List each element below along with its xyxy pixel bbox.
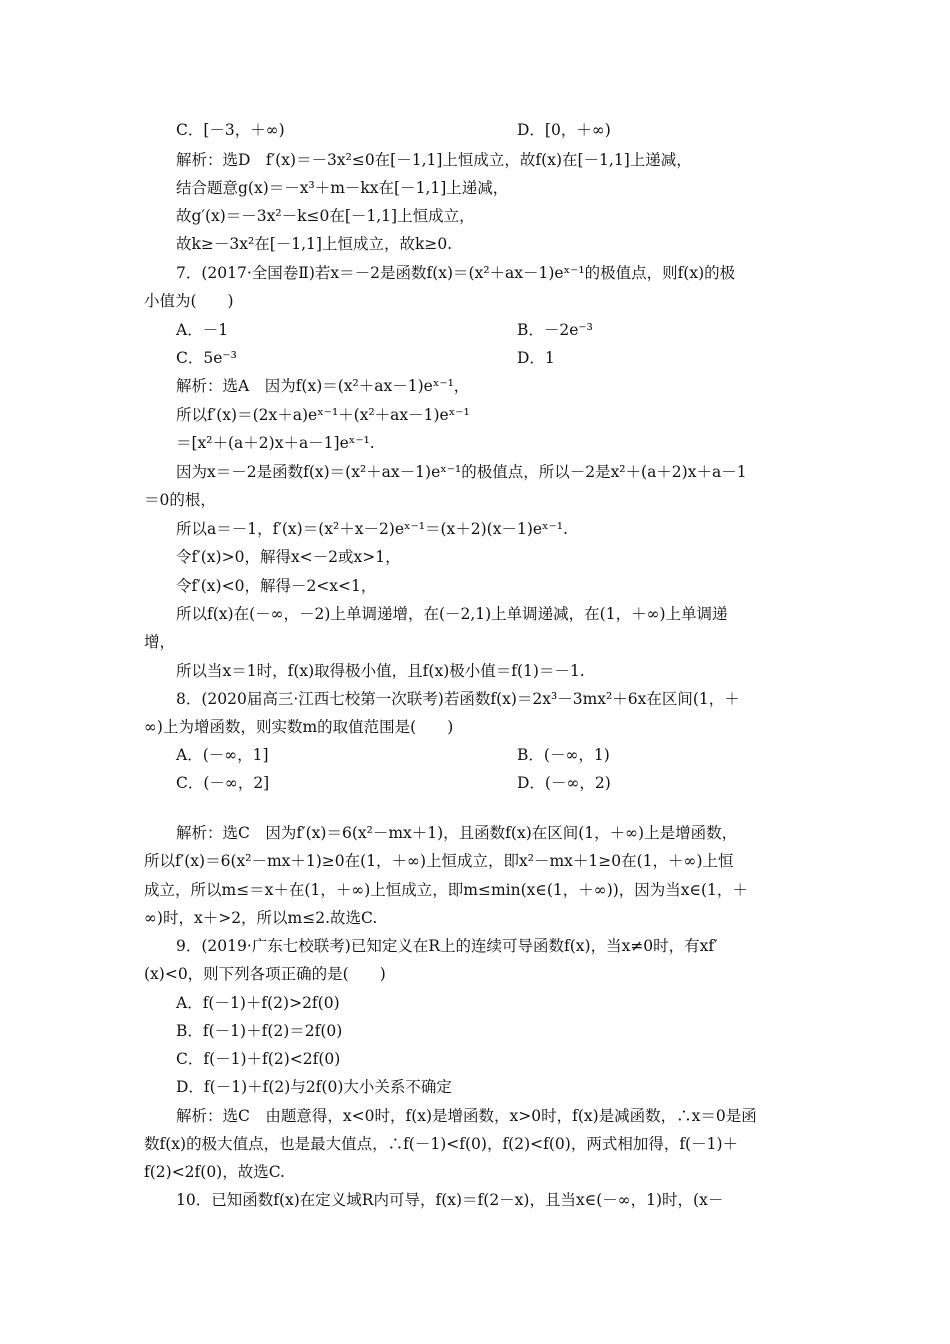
text-line: 解析：选C 因为f′(x)＝6(x²－mx＋1)，且函数f(x)在区间(1，＋∞)上是增函数，: [176, 824, 738, 842]
text-line: 所以当x＝1时，f(x)取得极小值，且f(x)极小值＝f(1)＝－1.: [176, 662, 585, 680]
text-line: 所以f′(x)＝6(x²－mx＋1)≥0在(1，＋∞)上恒成立，即x²－mx＋1≥0在(1，＋∞)上恒: [144, 852, 734, 870]
text-line: 所以f(x)在(－∞，－2)上单调递增，在(－2,1)上单调递减，在(1，＋∞)上单调递: [176, 605, 728, 623]
text-line: C．[－3，＋∞): [176, 121, 285, 139]
text-line: 增，: [144, 633, 176, 651]
text-line: (x)<0，则下列各项正确的是( ): [144, 965, 386, 983]
text-line: 8．(2020届高三·江西七校第一次联考)若函数f(x)＝2x³－3mx²＋6x在区间(1，＋: [176, 690, 740, 708]
text-line: 9．(2019·广东七校联考)已知定义在R上的连续可导函数f(x)，当x≠0时，有xf′: [176, 937, 718, 955]
text-line: 故g′(x)＝－3x²－k≤0在[－1,1]上恒成立，: [176, 207, 475, 225]
text-line: D．f(－1)＋f(2)与2f(0)大小关系不确定: [176, 1078, 452, 1096]
text-line: C．5e⁻³: [176, 349, 237, 367]
text-line: 小值为( ): [144, 292, 234, 310]
text-line: f(2)<2f(0)，故选C.: [144, 1163, 285, 1181]
text-line: D．[0，＋∞): [517, 121, 611, 139]
text-line: 解析：选D f′(x)＝－3x²≤0在[－1,1]上恒成立，故f(x)在[－1,1]上递减，: [176, 151, 692, 169]
text-line: 数f(x)的极大值点，也是最大值点，∴f(－1)<f(0)，f(2)<f(0)，两式相加得，f(－1)＋: [144, 1135, 739, 1153]
text-line: 解析：选C 由题意得，x<0时，f(x)是增函数，x>0时，f(x)是减函数，∴x＝0是函: [176, 1107, 757, 1125]
text-line: A．(－∞，1]: [176, 746, 269, 764]
text-line: 所以a＝－1，f′(x)＝(x²＋x－2)eˣ⁻¹＝(x＋2)(x－1)eˣ⁻¹.: [176, 520, 568, 538]
text-line: D．1: [517, 349, 555, 367]
text-line: ∞)上为增函数，则实数m的取值范围是( ): [144, 718, 454, 736]
text-line: 10．已知函数f(x)在定义域R内可导，f(x)＝f(2－x)，且当x∈(－∞，1)时，(x－: [176, 1191, 724, 1209]
text-line: 7．(2017·全国卷Ⅱ)若x＝－2是函数f(x)＝(x²＋ax－1)eˣ⁻¹的极值点，则f(x)的极: [176, 264, 736, 282]
text-line: B．－2e⁻³: [517, 321, 593, 339]
text-line: B．(－∞，1): [517, 746, 610, 764]
text-line: 成立，所以m≤＝x＋在(1，＋∞)上恒成立，即m≤min(x∈(1，＋∞))，因为当x∈(1，＋: [144, 881, 748, 899]
text-line: 所以f′(x)＝(2x＋a)eˣ⁻¹＋(x²＋ax－1)eˣ⁻¹: [176, 406, 470, 424]
text-line: B．f(－1)＋f(2)＝2f(0): [176, 1022, 343, 1040]
text-line: 结合题意g(x)＝－x³＋m－kx在[－1,1]上递减，: [176, 179, 509, 197]
text-line: A．f(－1)＋f(2)>2f(0): [176, 994, 340, 1012]
text-line: ∞)时，x＋>2，所以m≤2.故选C.: [144, 909, 378, 927]
text-line: D．(－∞，2): [517, 774, 611, 792]
text-line: ＝[x²＋(a＋2)x＋a－1]eˣ⁻¹.: [176, 434, 375, 452]
text-line: 因为x＝－2是函数f(x)＝(x²＋ax－1)eˣ⁻¹的极值点，所以－2是x²＋(a＋2)x＋a－1: [176, 463, 747, 481]
text-line: C．f(－1)＋f(2)<2f(0): [176, 1050, 341, 1068]
text-line: 令f′(x)>0，解得x<－2或x>1，: [176, 548, 401, 566]
text-line: 令f′(x)<0，解得－2<x<1，: [176, 577, 377, 595]
text-line: A．－1: [176, 321, 229, 339]
text-line: C．(－∞，2]: [176, 774, 270, 792]
text-line: 解析：选A 因为f(x)＝(x²＋ax－1)eˣ⁻¹，: [176, 377, 470, 395]
text-line: 故k≥－3x²在[－1,1]上恒成立，故k≥0.: [176, 235, 453, 253]
text-line: ＝0的根，: [144, 491, 216, 509]
